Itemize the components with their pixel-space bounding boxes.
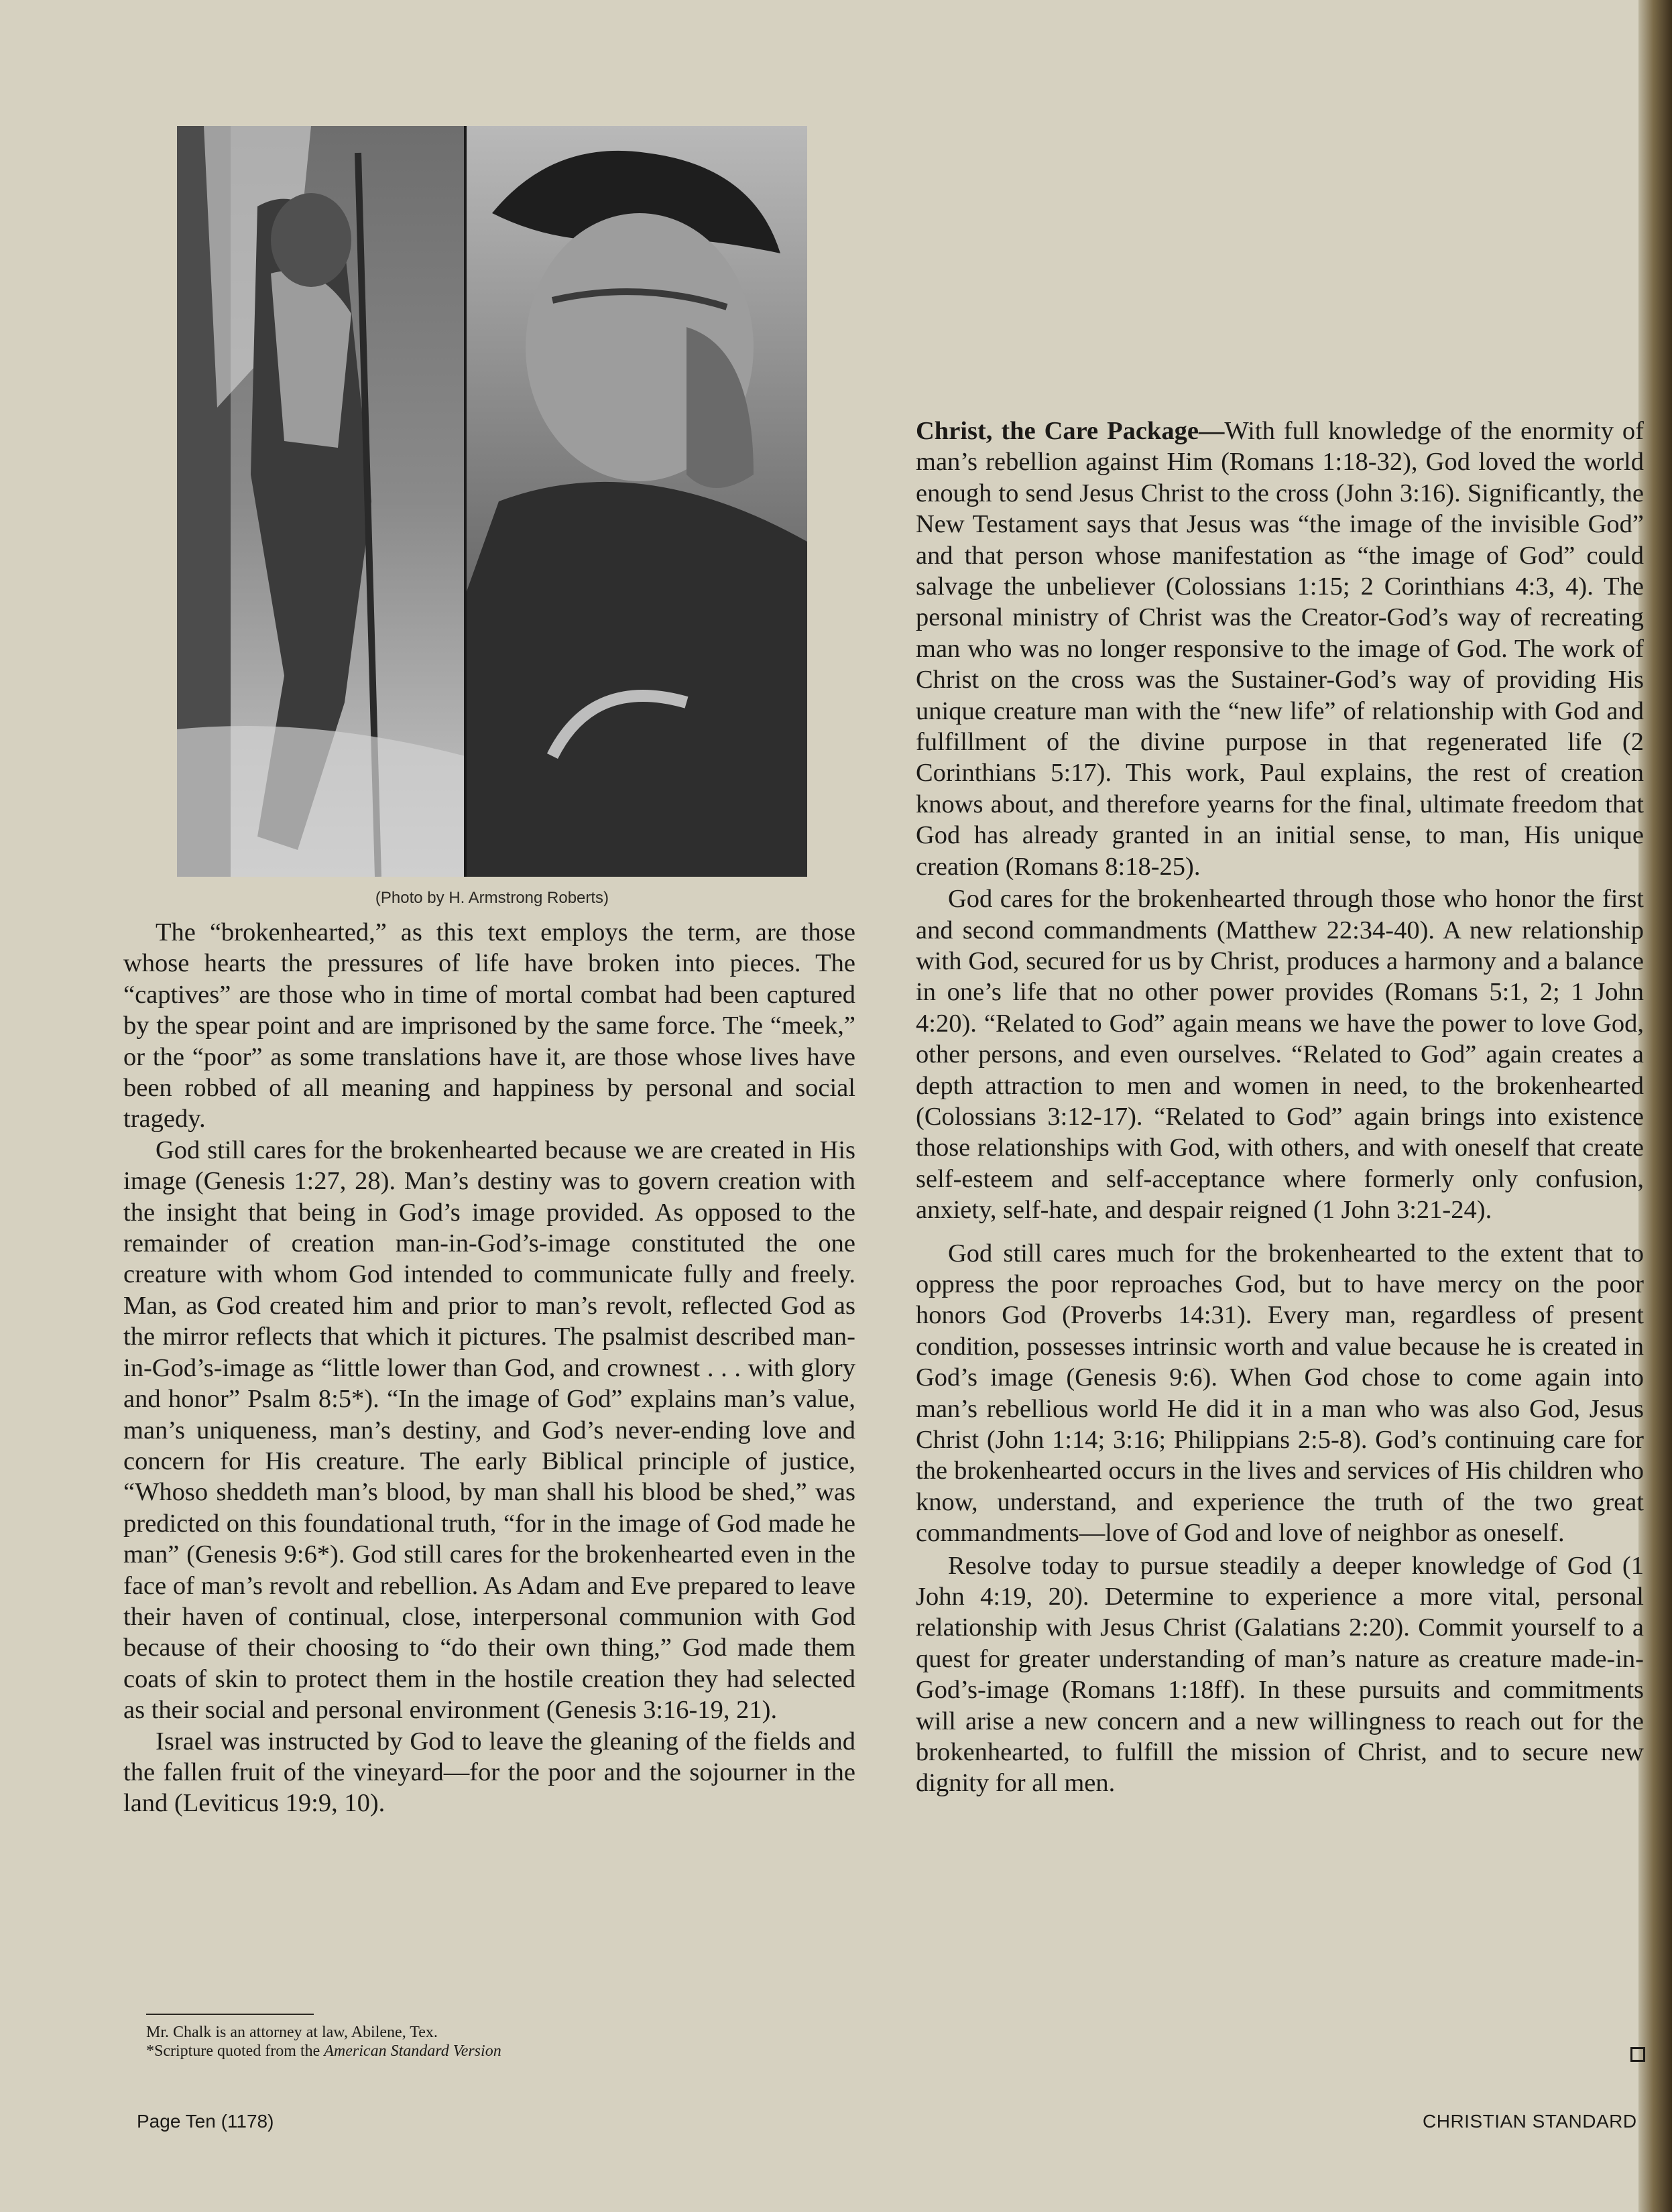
paragraph-care-package bbox=[916, 416, 1644, 882]
publication-name: CHRISTIAN STANDARD bbox=[1423, 2111, 1637, 2132]
paragraph-brokenhearted-definition: The “brokenhearted,” as this text employs the term, are those whose hearts the pressures of life have broken into pieces. The “captives” are those who in time of mortal combat had been captured by the spear point and are imprisoned by the same force. The “meek,” or the “poor” as some translations have it, are those whose lives have been robbed of all meaning and happiness by personal and social tragedy. bbox=[123, 918, 855, 1133]
paragraph-israel-gleaning: Israel was instructed by God to leave the gleaning of the fields and the fallen fruit of the vineyard—for the poor and the sojourner in the land (Leviticus 19:9, 10). bbox=[123, 1727, 855, 1818]
scripture-note bbox=[146, 2042, 750, 2061]
paragraph-image-of-god: God still cares for the brokenhearted because we are created in His image (Genesis 1:27, 28). Man’s destiny was to govern creation with the insight that being in God’s image provided. As opposed to the remainder of creation man-in-God’s-image constituted the one creature with whom God intended to communicate fully and freely. Man, as God created him and prior to man’s revolt, reflected God as the mirror reflects that which it pictures. The psalmist described man-in-God’s-image as “little lower than God, and crownest . . . with glory and honor” Psalm 8:5*). “In the image of God” explains man’s value, man’s uniqueness, man’s destiny, and God’s never-ending love and concern for His creature. The early Biblical principle of justice, “Whoso sheddeth man’s blood, by man shall his blood be shed,” was predicted on this foundational truth, “for in the image of God made he man” (Genesis 9:6*). God still cares for the brokenhearted even in the face of man’s revolt and rebellion. As Adam and Eve prepared to leave their haven of continual, close, interpersonal communion with God because of their choosing to “do their own thing,” God made them coats of skin to protect them in the hostile creation they had selected as their social and personal environment (Genesis 3:16-19, 21). bbox=[123, 1135, 855, 1725]
right-column bbox=[916, 416, 1644, 1799]
paragraph-resolve-today: Resolve today to pursue steadily a deeper knowledge of God (1 John 4:19, 20). Determine to experience a more vital, personal relationship with Jesus Christ (Galatians 2:20). Commit yourself to a quest for greater understanding of man’s nature as creature made-in-God’s-image (Romans 1:18ff). In these pursuits and commitments will arise a new concern and a new willingness to reach out for the brokenhearted, to fulfill the mission of Christ, and to secure new dignity for all men. bbox=[916, 1551, 1644, 1798]
page-number: Page Ten (1178) bbox=[137, 2111, 274, 2132]
footnote-rule bbox=[146, 2014, 314, 2015]
end-of-article-mark bbox=[1630, 2047, 1645, 2062]
run-in-heading: Christ, the Care Package— bbox=[916, 417, 1225, 445]
scripture-version: American Standard Version bbox=[324, 2042, 501, 2060]
paragraph-commandments: God cares for the brokenhearted through those who honor the first and second commandments (Matthew 22:34-40). A new relationship with God, secured for us by Christ, produces a harmony and a balance in one’s life that no other power provides (Romans 5:1, 2; 1 John 4:20). “Related to God” again means we have the power to love God, other persons, and even ourselves. “Related to God” again creates a depth attraction to men and women in need, to the brokenhearted (Colossians 3:12-17). “Related to God” again brings into existence those relationships with God, with others, and with oneself that create self-esteem and self-acceptance where formerly only confusion, anxiety, self-hate, and despair reigned (1 John 3:21-24). bbox=[916, 885, 1644, 1225]
paragraph-care-package-text: With full knowledge of the enormity of man’s rebellion against Him (Romans 1:18-32), God loved the world enough to send Jesus Christ to the cross (John 3:16). Significantly, the New Testament says that Jesus was “the image of the invisible God” and that person whose manifestation as “the image of God” could salvage the unbeliever (Colossians 1:15; 2 Corinthians 4:3, 4). The personal ministry of Christ was the Creator-God’s way of recreating man who was no longer responsive to the image of God. The work of Christ on the cross was the Sustainer-God’s way of providing His unique creature man with the “new life” of relationship with God and fulfillment of the divine purpose in that regenerated life (2 Corinthians 5:17). This work, Paul explains, the rest of creation knows about, and therefore yearns for the final, ultimate freedom that God has already granted in an initial sense, to man, His unique creation (Romans 8:18-25). bbox=[916, 417, 1644, 881]
paragraph-oppress-poor: God still cares much for the brokenhearted to the extent that to oppress the poor reproaches God, but to have mercy on the poor honors God (Proverbs 14:31). Every man, regardless of present condition, possesses intrinsic worth and value because he is created in God’s image (Genesis 9:6). When God chose to come again into man’s rebellious world He did it in a man who was also God, Jesus Christ (John 1:14; 3:16; Philippians 2:5-8). God’s continuing care for the brokenhearted occurs in the lives and services of His children who know, understand, and experience the truth of the two great commandments—love of God and love of neighbor as oneself. bbox=[916, 1239, 1644, 1548]
photo-illustration bbox=[177, 126, 807, 877]
photo-credit: (Photo by H. Armstrong Roberts) bbox=[375, 889, 609, 907]
scripture-note-prefix: *Scripture quoted from the bbox=[146, 2042, 324, 2060]
footnotes bbox=[146, 2023, 750, 2061]
author-note: Mr. Chalk is an attorney at law, Abilene, Tex. bbox=[146, 2024, 438, 2041]
left-column bbox=[123, 917, 855, 1819]
article-photo bbox=[177, 126, 807, 877]
